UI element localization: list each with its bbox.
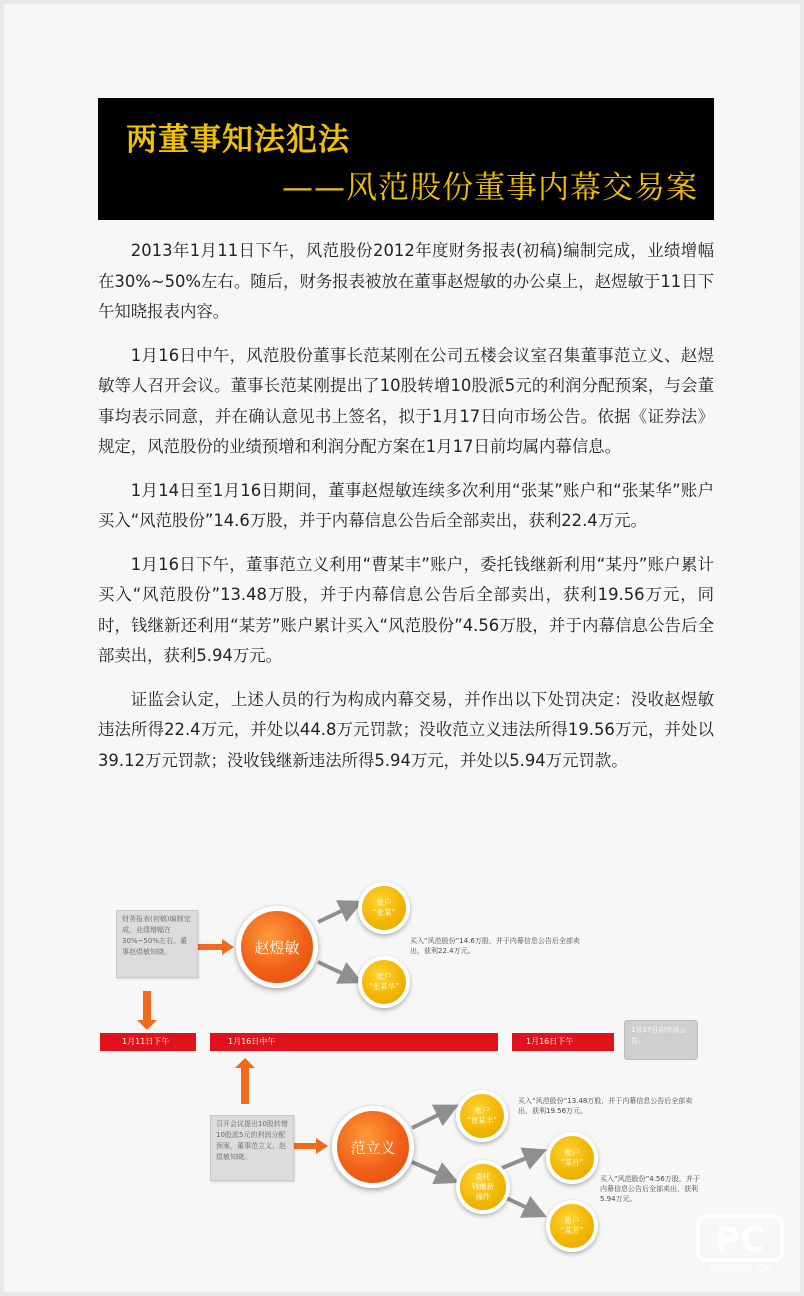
account-zhang-label: 账户	[376, 898, 392, 907]
account-fang-circle	[546, 1200, 598, 1252]
timeline-label-1: 1月11日下午	[122, 1037, 170, 1046]
link-person2-entrust	[412, 1162, 448, 1178]
entrust-action: 操作	[475, 1192, 491, 1201]
paragraph-5: 证监会认定，上述人员的行为构成内幕交易，并作出以下处罚决定：没收赵煜敏违法所得22.4万元，并处以44.8万元罚款；没收范立义违法所得19.56万元，并处以39.12万元罚款；没收钱继新违法所得5.94万元，并处以5.94万元罚款。	[98, 689, 714, 770]
note-meeting-text: 召开会议提出10股转增10股派5元的利润分配预案，董事范立义、赵煜敏知晓。	[216, 1120, 288, 1161]
arrow-to-person2	[290, 1138, 328, 1154]
account-cao-circle	[456, 1090, 508, 1142]
note-meeting	[210, 1115, 294, 1181]
account-dan-name: “某丹”	[560, 1158, 584, 1167]
account-fang-label: 账户	[564, 1216, 580, 1225]
note-report-complete	[116, 910, 198, 978]
info-zhao-trade: 买入“风范股份”14.6万股，并于内幕信息公告后全部卖出，获利22.4万元。	[410, 937, 580, 955]
watermark-logo-icon	[696, 1214, 786, 1264]
person-zhao-label: 赵煜敏	[254, 938, 300, 957]
note-report-text: 财务报表(初稿)编制完成，业绩增幅在30%~50%左右。董事赵煜敏知晓。	[122, 915, 191, 956]
title-banner	[98, 98, 714, 220]
account-fang-name: “某芳”	[560, 1226, 584, 1235]
account-zhanghua-name: “张某华”	[368, 982, 400, 991]
paragraph-2: 1月16日中午，风范股份董事长范某刚在公司五楼会议室召集董事范立义、赵煜敏等人召开会议。董事长范某刚提出了10股转增10股派5元的利润分配预案，与会董事均表示同意，并在确认意见书上签名，拟于1月17日向市场公告。依据《证券法》规定，风范股份的业绩预增和利润分配方案在1月17日前均属内幕信息。	[98, 345, 714, 456]
account-cao-label: 账户	[474, 1106, 490, 1115]
watermark	[696, 1214, 786, 1284]
info-fan-trade: 买入“风范股份”13.48万股，并于内幕信息公告后全部卖出，获利19.56万元。	[518, 1097, 693, 1115]
announce-text: 1月17日向市场公告。	[631, 1026, 687, 1045]
account-zhang-circle	[358, 882, 410, 934]
entrust-label: 委托	[475, 1172, 491, 1181]
timeline-segment-3	[512, 1033, 614, 1051]
paragraph-4: 1月16日下午，董事范立义利用“曹某丰”账户，委托钱继新利用“某丹”账户累计买入“风范股份”13.48万股，并于内幕信息公告后全部卖出，获利19.56万元，同时，钱继新还利用“某芳”账户累计买入“风范股份”4.56万股，并于内幕信息公告后全部卖出，获利5.94万元。	[98, 554, 714, 665]
person-zhao-circle	[236, 906, 318, 988]
person-fan-label: 范立义	[350, 1138, 396, 1157]
link-entrust-acct-dan	[502, 1154, 536, 1168]
timeline-label-2: 1月16日中午	[228, 1037, 276, 1046]
announce-box	[624, 1020, 698, 1060]
entrust-person: 钱继新	[471, 1182, 495, 1191]
arrow-down-head	[137, 1020, 157, 1030]
arrow-up-head	[235, 1058, 255, 1068]
arrow-to-person1	[196, 939, 234, 955]
link-person1-acct2	[318, 962, 352, 978]
account-cao-name: “曹某丰”	[466, 1116, 498, 1125]
link-person2-acct-cao	[412, 1110, 448, 1128]
article-body	[98, 236, 714, 789]
entrust-qian-circle	[456, 1160, 510, 1214]
paragraph-1: 2013年1月11日下午，风范股份2012年度财务报表(初稿)编制完成，业绩增幅在30%~50%左右。随后，财务报表被放在董事赵煜敏的办公桌上，赵煜敏于11日下午知晓报表内容。	[98, 241, 714, 321]
title-sub: ——风范股份董事内幕交易案	[282, 170, 698, 206]
account-dan-label: 账户	[564, 1148, 580, 1157]
paragraph-3: 1月14日至1月16日期间，董事赵煜敏连续多次利用“张某”账户和“张某华”账户买入“风范股份”14.6万股，并于内幕信息公告后全部卖出，获利22.4万元。	[98, 480, 714, 530]
title-main: 两董事知法犯法	[126, 122, 350, 158]
timeline-segment-1	[100, 1033, 196, 1051]
watermark-logo-text: PC	[715, 1220, 765, 1260]
link-person1-acct1	[318, 906, 352, 922]
info-qian-trade: 买入“风范股份”4.56万股，并于内幕信息公告后全部卖出，获利5.94万元。	[600, 1175, 700, 1203]
account-zhanghua-label: 账户	[376, 972, 392, 981]
account-zhanghua-circle	[358, 956, 410, 1008]
watermark-text: PHPCMS.CN	[709, 1264, 773, 1274]
case-diagram	[0, 870, 804, 1290]
timeline-segment-2	[210, 1033, 498, 1051]
account-zhang-name: “张某”	[372, 908, 396, 917]
person-fan-circle	[332, 1106, 414, 1188]
account-dan-circle	[546, 1132, 598, 1184]
arrow-down-shaft	[143, 991, 151, 1021]
arrow-up-shaft	[241, 1068, 249, 1104]
timeline-label-3: 1月16日下午	[526, 1037, 574, 1046]
